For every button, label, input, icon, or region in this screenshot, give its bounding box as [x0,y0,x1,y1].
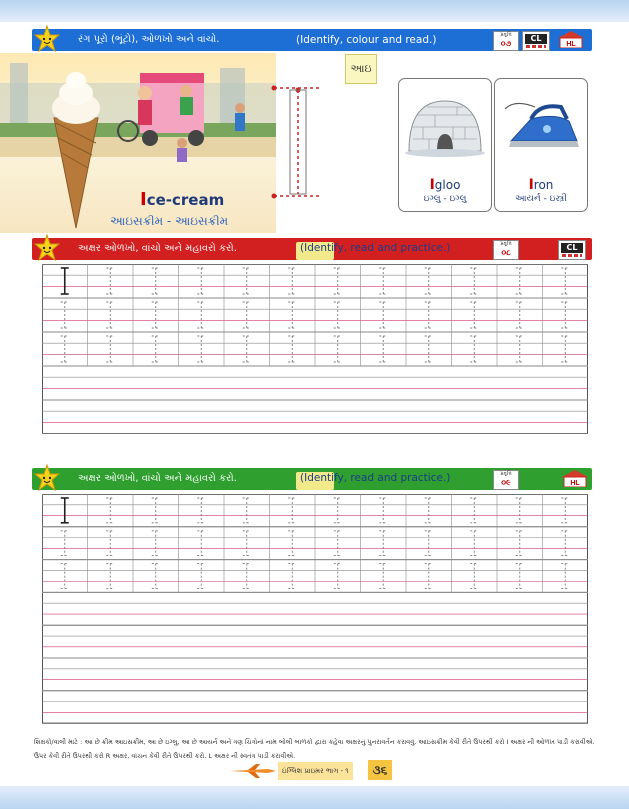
trace-letter-i [470,498,478,523]
trace-letter-i [243,302,251,328]
trace-letter-i [561,531,569,556]
trace-letter-i [61,336,69,362]
trace-letter-i [243,564,251,589]
trace-letter-i [425,268,433,294]
trace-letter-i [243,336,251,362]
card-initial: I [528,177,534,193]
trace-letter-i [288,531,296,556]
trace-letter-i [516,498,524,523]
hl-label: HL [570,480,580,487]
trace-letter-i [470,336,478,362]
cl-label: CL [525,34,547,44]
trace-letter-i [197,302,205,328]
trace-letter-i [288,564,296,589]
trace-letter-i [516,268,524,294]
trace-letter-i [561,268,569,294]
trace-letter-i [425,531,433,556]
trace-letter-i [197,531,205,556]
activity-badge-1 [493,31,519,51]
hl-label: HL [566,41,576,48]
tracing-letter-i [270,78,330,218]
cl-badge-2 [558,240,586,260]
badge-number: ૦૭ [500,39,512,48]
trace-letter-i [288,336,296,362]
trace-letter-i [152,336,160,362]
trace-letter-i [288,302,296,328]
trace-letter-i [561,336,569,362]
trace-letter-i [152,498,160,523]
card-igloo [398,78,492,212]
badge-label: પ્રવૃત્તિ [500,241,512,247]
trace-letter-i [106,564,114,589]
trace-letter-i [106,336,114,362]
word-initial: I [140,189,147,210]
teacher-note: શિક્ષકો/વાલી માટે : આ છે ક્રીમ આઇસક્રીમ, આ છે ઇગ્લુ, આ છે આયર્ન અને ત્રણ ચિત્રોનાં નામ બોલી બાળકો દ્વારા કહેવા અક્ષરનું પુનરાવર્તન કરાવવું. આઇસક્રીમ કેવી રીતે ઉપરથી કરો I અક્ષર ની ઓળખ પાડી કરાવીએ. ઉપર કેવી રીતે ઉપરથી કરો R અક્ષર, વાંચન કેવી રીતે ઉપરથી કરો. L અક્ષર ની સ્વતંત્ર પાડી કરાવીએ. [34,738,595,760]
trace-letter-i [516,336,524,362]
trace-letter-i [152,564,160,589]
trace-letter-i [516,564,524,589]
trace-letter-i [152,531,160,556]
card-iron-word [495,177,587,193]
trace-letter-i [106,498,114,523]
section3-instruction-gujarati: અક્ષર ઓળખો, વાંચો અને મહાવરો કરો. [78,473,237,484]
trace-letter-i [425,564,433,589]
trace-letter-i [243,498,251,523]
trace-letter-i [106,531,114,556]
trace-letter-i [379,336,387,362]
card-initial: I [429,177,435,193]
trace-letter-i [152,268,160,294]
section2-instruction-gujarati: અક્ષર ઓળખો, વાંચો અને મહાવરો કરો. [78,243,237,254]
trace-letter-i [334,268,342,294]
top-band [0,0,629,22]
cl-label: CL [561,243,583,253]
trace-letter-i [425,336,433,362]
icecream-word [140,189,224,210]
trace-letter-i [470,531,478,556]
airplane-icon [228,763,278,779]
word-rest: ce-cream [146,191,225,209]
trace-letter-i [516,302,524,328]
trace-letter-i [197,268,205,294]
hl-house-icon [560,469,590,487]
card-word-rest: gloo [434,178,461,192]
trace-letter-i [288,498,296,523]
trace-letter-i [61,564,69,589]
trace-letter-i [152,302,160,328]
trace-letter-i [197,498,205,523]
practice-grid-1 [42,264,588,434]
trace-letter-i [243,268,251,294]
trace-letter-i [379,564,387,589]
trace-letter-i [561,302,569,328]
trace-letter-i [61,268,69,294]
trace-letter-i [61,302,69,328]
trace-letter-i [334,336,342,362]
trace-letter-i [334,498,342,523]
trace-letter-i [470,302,478,328]
trace-letter-i [61,531,69,556]
icecream-scene [0,53,276,233]
trace-letter-i [334,564,342,589]
icecream-picture [0,53,276,233]
card-word-rest: ron [533,178,554,192]
activity-badge-2 [493,240,519,260]
iron-icon [495,79,587,169]
trace-letter-i [106,268,114,294]
cl-badge-1 [522,31,550,51]
trace-letter-i [288,268,296,294]
trace-letter-i [516,531,524,556]
card-iron-gujarati: આયર્ન - ઇસ્ત્રી [515,194,567,204]
icecream-gujarati: આઇસક્રીમ - આઇસક્રીમ [110,214,229,228]
trace-letter-i [61,498,69,523]
trace-letter-i [470,268,478,294]
card-iron [494,78,588,212]
trace-letter-i [470,564,478,589]
trace-letter-i [561,564,569,589]
trace-letter-i [197,336,205,362]
bottom-band [0,786,629,809]
badge-label: પ્રવૃત્તિ [500,32,512,38]
section1-instruction-english: (Identify, colour and read.) [296,34,437,46]
activity-badge-3 [493,470,519,490]
section3-instruction-english: (Identify, read and practice.) [296,472,334,490]
section1-instruction-gujarati: રંગ પૂરો (ભૂંટો), ઓળખો અને વાંચો. [78,34,220,45]
trace-letter-i [334,302,342,328]
letter-tag: આઇ [345,54,377,84]
trace-letter-i [425,302,433,328]
trace-letter-i [379,302,387,328]
star-icon [34,464,60,492]
practice-grid-2 [42,494,588,724]
badge-label: પ્રવૃત્તિ [500,471,512,477]
igloo-icon [399,79,491,169]
page-number: ૩૬ [368,760,392,780]
hl-house-icon [556,30,586,48]
trace-letter-i [561,498,569,523]
trace-letter-i [425,498,433,523]
trace-letter-i [334,531,342,556]
star-icon [34,25,60,53]
badge-number: ૦૮ [501,248,511,257]
trace-letter-i [379,498,387,523]
badge-number: ૦૯ [501,478,511,487]
footer-book-title: ઇંગ્લિશ પ્રાઇમર ભાગ - ૧ [278,762,353,780]
card-igloo-word [399,177,491,193]
section2-instruction-english: (Identify, read and practice.) [296,242,334,260]
trace-letter-i [106,302,114,328]
star-icon [34,234,60,262]
trace-letter-i [197,564,205,589]
card-igloo-gujarati: ઇગ્લુ - ઇગ્લુ [423,194,467,204]
trace-letter-i [379,268,387,294]
trace-letter-i [243,531,251,556]
trace-letter-i [379,531,387,556]
